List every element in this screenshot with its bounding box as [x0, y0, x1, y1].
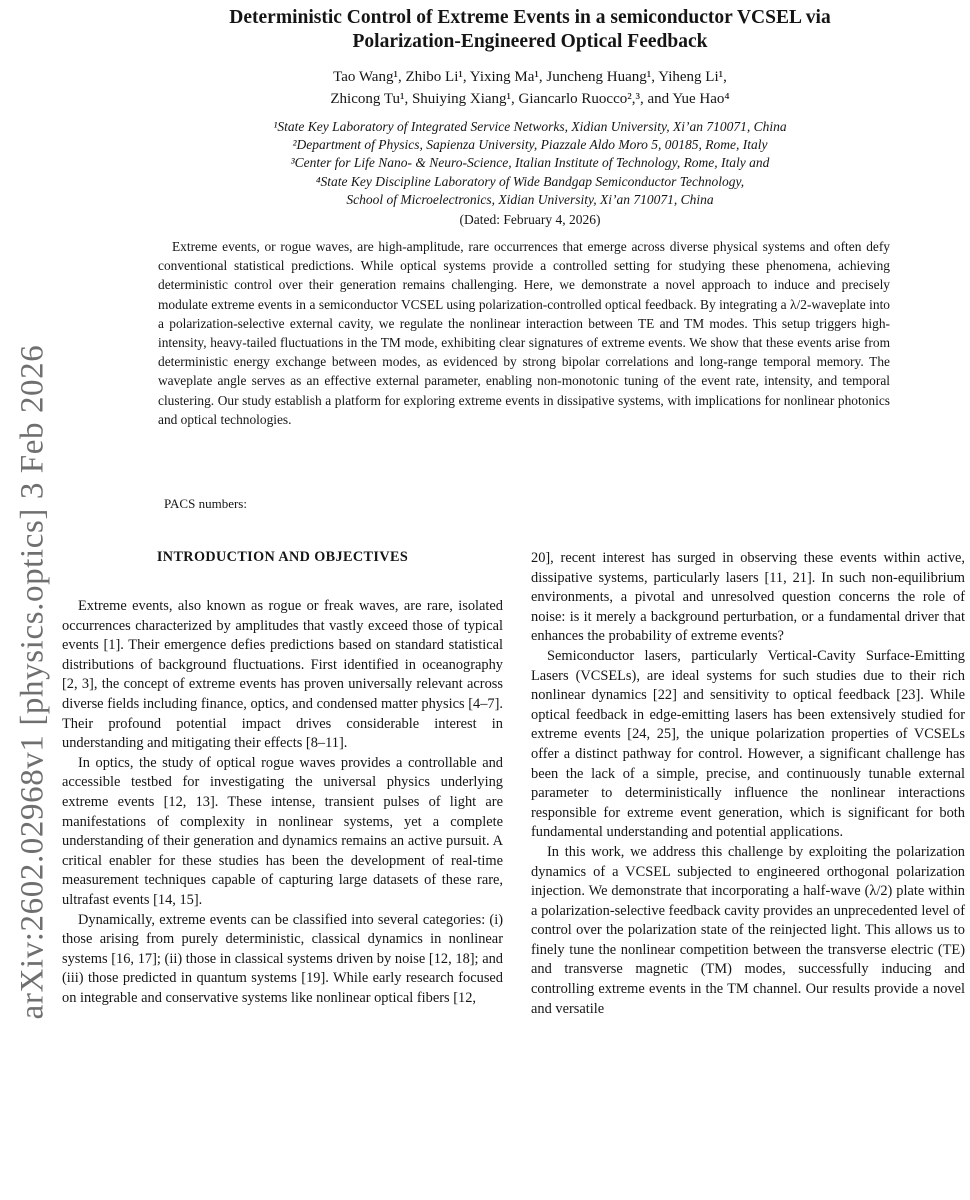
body-paragraph: In optics, the study of optical rogue waves provides a controllable and accessible testbed for investigating the universal physics underlying extreme events [12, 13]. These intense, transient pulses of light are manifestations of complexity in nonlinear systems, yet a complete understanding of their generation and dynamics remains an active pursuit. A critical enabler for these studies has been the development of real-time measurement techniques capable of capturing large datasets of these rare, ultrafast events [14, 15]. [62, 754, 503, 908]
right-column [531, 549, 965, 1019]
body-paragraph: Semiconductor lasers, particularly Vertical-Cavity Surface-Emitting Lasers (VCSELs), are ideal systems for such studies due to their rich nonlinear dynamics [22] and sensitivity to optical feedback [23]. While optical feedback in edge-emitting lasers has been extensively studied for extreme events [24, 25], the unique polarization properties of VCSELs offer a distinct pathway for control. However, a significant challenge has been the lack of a simple, precise, and continuously tunable external parameter to deterministically influence the nonlinear interactions responsible for extreme event generation, which is significant for both fundamental understanding and potential applications. [531, 647, 965, 841]
affiliation-line-5: School of Microelectronics, Xidian University, Xi’an 710071, China [346, 191, 714, 207]
body-paragraph: Dynamically, extreme events can be classified into several categories: (i) those arising from purely deterministic, classical dynamics in nonlinear systems [16, 17]; (ii) those in classical systems driven by noise [12, 18]; and (iii) those predicted in quantum systems [19]. While early research focused on integrable and conservative systems like nonlinear optical fibers [12, [62, 911, 503, 1006]
abstract-text: Extreme events, or rogue waves, are high-amplitude, rare occurrences that emerge across diverse physical systems and often defy conventional statistical predictions. While optical systems provide a controlled setting for studying these phenomena, achieving deterministic control over their generation remains challenging. Here, we demonstrate a novel approach to induce and precisely modulate extreme events in a semiconductor VCSEL using polarization-controlled optical feedback. By integrating a λ/2-waveplate into a polarization-selective external cavity, we regulate the nonlinear interaction between TE and TM modes. This setup triggers high-intensity, heavy-tailed fluctuations in the TM mode, exhibiting clear signatures of extreme events. We show that these events arise from deterministic energy exchange between modes, as evidenced by strong bipolar correlations and long-range temporal memory. The waveplate angle serves as an effective external parameter, enabling non-monotonic tuning of the event rate, intensity, and temporal clustering. Our study establish a platform for exploring extreme events in dissipative systems, with implications for nonlinear photonics and optical technologies. [158, 239, 890, 427]
arxiv-watermark: arXiv:2602.02968v1 [physics.optics] 3 Feb 2026 [14, 344, 51, 1020]
body-paragraph: In this work, we address this challenge by exploiting the polarization dynamics of a VCSEL subjected to engineered orthogonal polarization injection. We demonstrate that incorporating a half-wave (λ/2) plate within a polarization-selective feedback cavity provides an unprecedented level of control over the polarization state of the reinjected light. This allows us to finely tune the nonlinear competition between the transverse electric (TE) and transverse magnetic (TM) modes, successfully inducing and controlling extreme events in the TM channel. Our results provide a novel and versatile [531, 843, 965, 1017]
affiliation-line-3: ³Center for Life Nano- & Neuro-Science, Italian Institute of Technology, Rome, Italy and [290, 155, 770, 171]
body-paragraph: 20], recent interest has surged in observing these events within active, dissipative systems, particularly lasers [11, 21]. In such non-equilibrium environments, a pivotal and unresolved question concerns the role of noise: is it merely a background perturbation, or a fundamental driver that enhances the probability of extreme events? [531, 550, 965, 645]
left-column [62, 549, 503, 1008]
dated-line: (Dated: February 4, 2026) [459, 212, 601, 228]
affiliation-line-1: ¹State Key Laboratory of Integrated Service Networks, Xidian University, Xi’an 710071, China [273, 119, 787, 134]
authors-line-1: Tao Wang¹, Zhibo Li¹, Yixing Ma¹, Juncheng Huang¹, Yiheng Li¹, [333, 69, 727, 85]
paper-header [100, 6, 960, 229]
authors-block [100, 66, 960, 110]
affiliations-block [100, 118, 960, 229]
section-heading: INTRODUCTION AND OBJECTIVES [156, 549, 409, 565]
pacs-line: PACS numbers: [164, 496, 247, 511]
affiliation-line-2: ²Department of Physics, Sapienza University, Piazzale Aldo Moro 5, 00185, Rome, Italy [292, 137, 768, 153]
authors-line-2: Zhicong Tu¹, Shuiying Xiang¹, Giancarlo Ruocco²,³, and Yue Hao⁴ [330, 91, 730, 107]
affiliation-line-4: ⁴State Key Discipline Laboratory of Wide Bandgap Semiconductor Technology, [315, 173, 745, 189]
paper-title-line-2: Polarization-Engineered Optical Feedback [352, 31, 708, 52]
paper-title-line-1: Deterministic Control of Extreme Events in a semiconductor VCSEL via [229, 7, 831, 28]
body-paragraph: Extreme events, also known as rogue or freak waves, are rare, isolated occurrences characterized by amplitudes that vastly exceed those of typical events [1]. Their emergence defies predictions based on standard statistical distributions of background fluctuations. First identified in oceanography [2, 3], the concept of extreme events has proven universally relevant across diverse fields including finance, optics, and condensed matter physics [4–7]. Their profound potential impact drives considerable interest in understanding and mitigating their effects [8–11]. [62, 598, 503, 752]
